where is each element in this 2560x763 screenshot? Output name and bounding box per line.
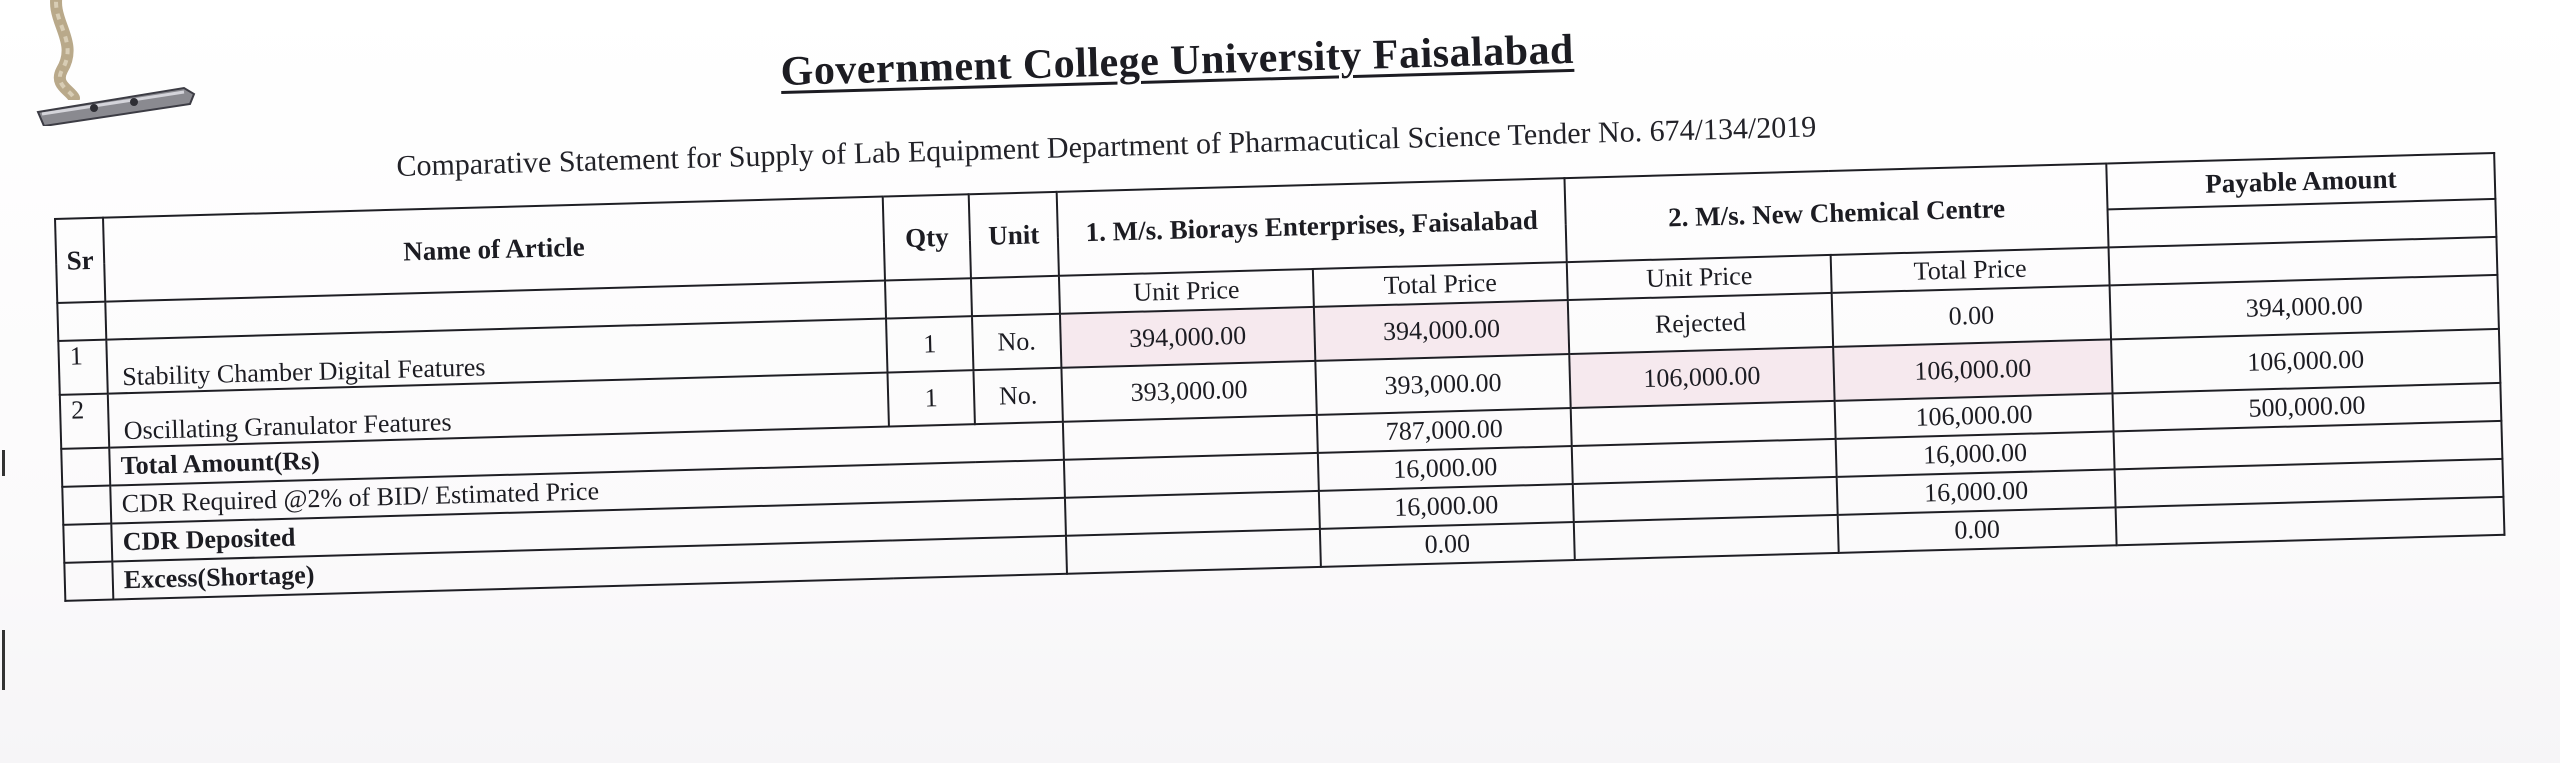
header-sub-blank-qty xyxy=(885,278,972,318)
header-v1-total-price: Total Price xyxy=(1313,262,1568,307)
row-v2-total: 106,000.00 xyxy=(1833,339,2112,401)
row-v2-unit: 106,000.00 xyxy=(1569,347,1834,408)
page-subtitle: Comparative Statement for Supply of Lab Equipment Department of Pharmacutical Science Tender No. 674/134/2019 xyxy=(396,110,1817,183)
summary-sr-blank xyxy=(63,524,112,563)
summary-sr-blank xyxy=(61,448,110,487)
header-sr: Sr xyxy=(55,218,105,303)
header-vendor-1: 1. M/s. Biorays Enterprises, Faisalabad xyxy=(1057,178,1567,276)
summary-v1-cdr-required: 16,000.00 xyxy=(1318,446,1573,491)
header-qty: Qty xyxy=(883,194,971,280)
title-block xyxy=(780,20,1781,96)
page-title: Government College University Faisalabad xyxy=(780,26,1575,95)
summary-sr-blank xyxy=(64,562,113,601)
summary-label-cdr-deposited: CDR Deposited xyxy=(111,498,1066,562)
page-edge-marks xyxy=(0,440,12,700)
summary-v1-excess: 0.00 xyxy=(1320,522,1575,567)
row-payable: 106,000.00 xyxy=(2111,329,2500,393)
header-v2-unit-price: Unit Price xyxy=(1567,255,1832,300)
header-unit: Unit xyxy=(969,192,1059,278)
row-sr: 1 xyxy=(58,340,107,395)
header-article: Name of Article xyxy=(103,197,885,302)
summary-v2-cdr-required: 16,000.00 xyxy=(1836,431,2115,477)
header-v1-unit-price: Unit Price xyxy=(1059,269,1314,314)
summary-label-excess: Excess(Shortage) xyxy=(112,536,1067,600)
row-v1-unit: 393,000.00 xyxy=(1061,361,1316,422)
row-v1-total: 394,000.00 xyxy=(1314,300,1569,361)
comparative-table-wrap xyxy=(54,152,2506,602)
header-payable: Payable Amount xyxy=(2106,153,2495,209)
summary-v1-total: 787,000.00 xyxy=(1317,408,1572,453)
header-v2-total-price: Total Price xyxy=(1831,247,2110,293)
row-v2-unit: Rejected xyxy=(1568,293,1833,354)
summary-v2-excess: 0.00 xyxy=(1838,507,2117,553)
summary-label-total: Total Amount(Rs) xyxy=(109,422,1064,486)
summary-payable-total: 500,000.00 xyxy=(2113,383,2502,431)
row-article: Oscillating Granulator Features xyxy=(108,373,889,448)
summary-v1-cdr-deposited: 16,000.00 xyxy=(1319,484,1574,529)
header-sub-blank-unit xyxy=(971,276,1060,316)
row-unit: No. xyxy=(973,368,1062,424)
comparative-table xyxy=(54,152,2506,602)
header-sub-blank-sr xyxy=(57,302,106,341)
summary-sr-blank xyxy=(62,486,111,525)
row-v2-total: 0.00 xyxy=(1832,285,2111,347)
row-payable: 394,000.00 xyxy=(2110,275,2499,339)
row-qty: 1 xyxy=(886,316,973,372)
binding-clip-icon xyxy=(34,74,204,126)
summary-v2-total: 106,000.00 xyxy=(1835,393,2114,439)
row-article: Stability Chamber Digital Features xyxy=(106,319,887,394)
row-sr: 2 xyxy=(60,394,109,449)
summary-v2-cdr-deposited: 16,000.00 xyxy=(1837,469,2116,515)
row-qty: 1 xyxy=(887,370,974,426)
row-v1-unit: 394,000.00 xyxy=(1060,307,1315,368)
row-v1-total: 393,000.00 xyxy=(1315,354,1570,415)
summary-v1-blank xyxy=(1066,529,1321,574)
summary-v2-blank xyxy=(1574,515,1839,560)
row-unit: No. xyxy=(972,314,1061,370)
header-vendor-2: 2. M/s. New Chemical Centre xyxy=(1564,163,2108,262)
summary-label-cdr-required: CDR Required @2% of BID/ Estimated Price xyxy=(110,460,1065,524)
